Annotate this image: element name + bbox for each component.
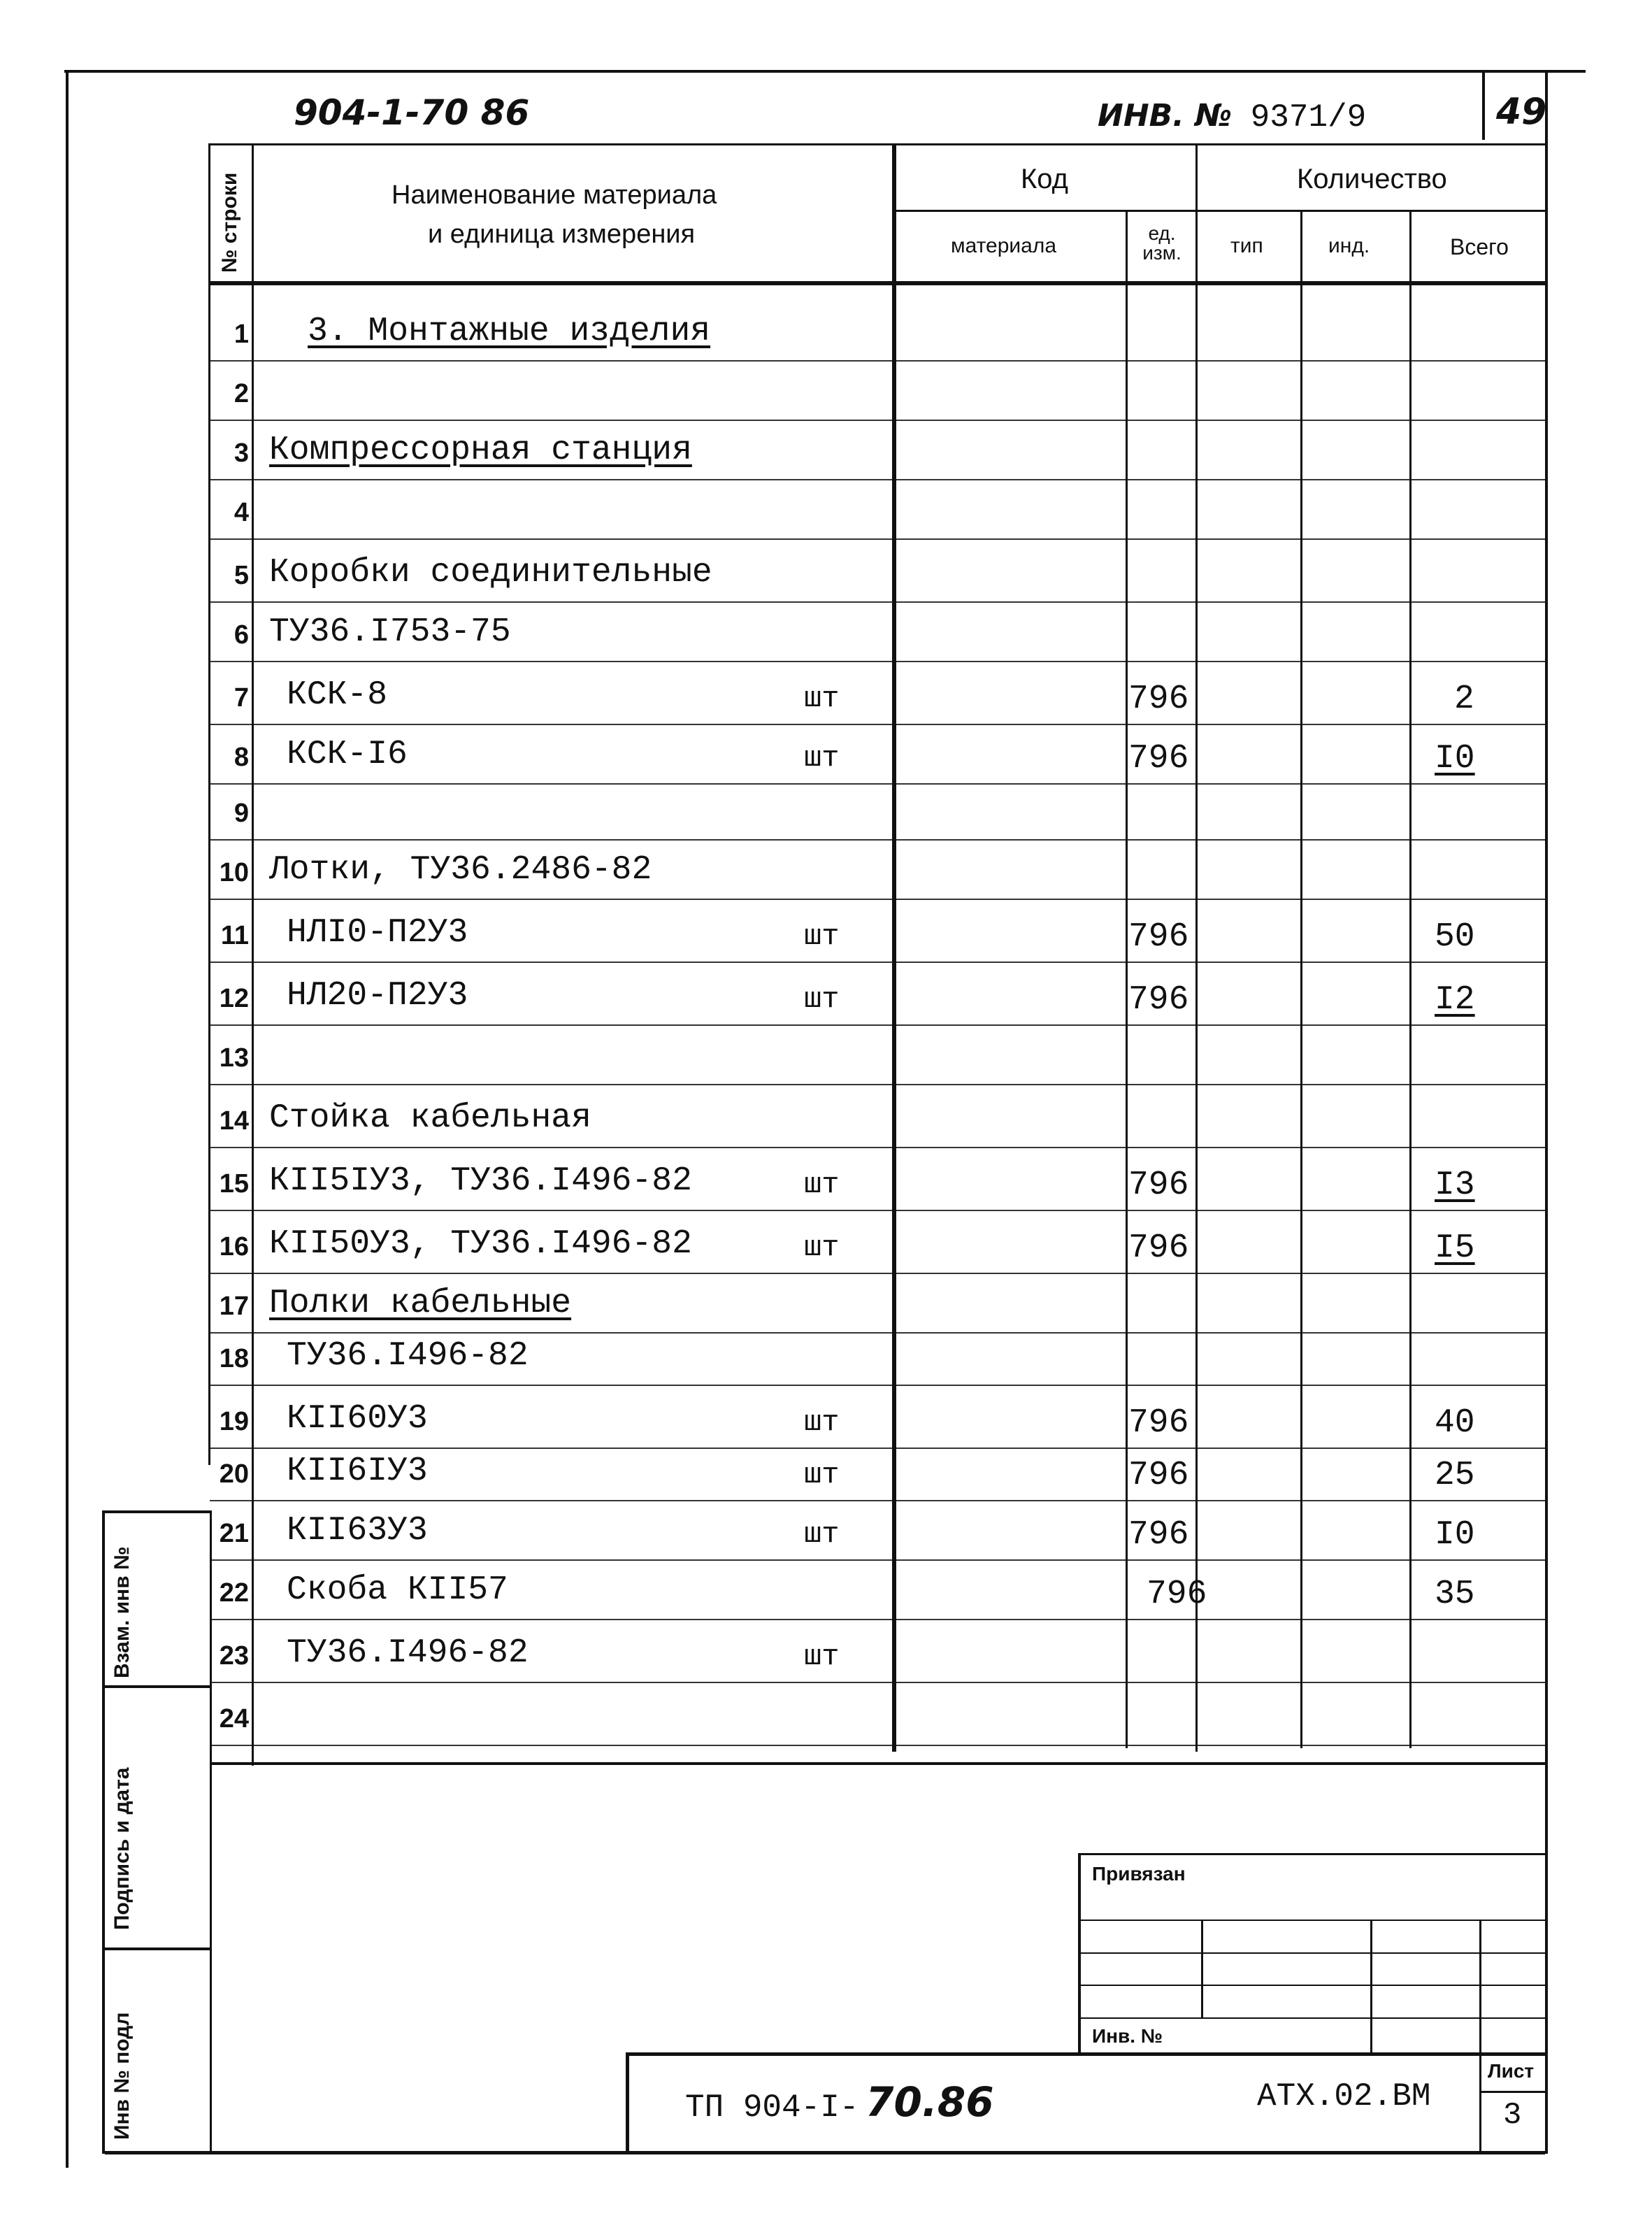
row-name: Компрессорная станция [269, 431, 692, 469]
row-name: КСК-8 [287, 676, 388, 714]
row-number: 19 [219, 1407, 249, 1436]
header-subrow-line [892, 210, 1545, 212]
frame-top-line [64, 70, 1586, 73]
row-separator [210, 538, 1545, 540]
row-separator [210, 1147, 1545, 1148]
row-separator [210, 724, 1545, 725]
title-block-inner-v1 [1201, 1920, 1203, 2017]
doc-code-handwritten: 904-1-70 86 [294, 92, 530, 133]
row-number: 23 [219, 1641, 249, 1671]
row-number: 4 [234, 498, 249, 527]
row-unit: шт [804, 1640, 840, 1673]
title-block-h2 [1081, 1952, 1545, 1954]
row-separator [210, 420, 1545, 421]
row-number: 17 [219, 1292, 249, 1321]
row-name: КII63У3 [287, 1512, 428, 1550]
table-header-bottom [208, 281, 1548, 285]
row-number: 11 [220, 921, 249, 950]
row-unit: шт [804, 1168, 840, 1201]
page-number: 49 [1496, 91, 1547, 133]
row-total: 50 [1435, 918, 1475, 956]
row-name: ТУ36.I496-82 [287, 1634, 529, 1672]
inventory-label-text: ИНВ. № [1098, 98, 1233, 134]
row-name: 3. Монтажные изделия [308, 313, 711, 350]
row-number: 12 [219, 984, 249, 1013]
code-qty-split [1195, 143, 1198, 1752]
header-qty-type: тип [1230, 234, 1263, 257]
sheet-box-mid [1479, 2091, 1548, 2093]
title-block-inner-v3 [1479, 1920, 1481, 2052]
main-stamp-left [626, 2052, 629, 2154]
table-body-bottom [210, 1762, 1548, 1765]
header-name-line1: Наименование материала [392, 180, 717, 210]
row-separator [210, 1385, 1545, 1386]
row-separator [210, 1500, 1545, 1501]
row-name: КII50У3, ТУ36.I496-82 [269, 1225, 692, 1263]
table-header-top [208, 143, 1545, 145]
row-separator [210, 1273, 1545, 1274]
row-separator [210, 962, 1545, 963]
row-separator [210, 1619, 1545, 1620]
title-block-h1 [1081, 1920, 1545, 1921]
title-inv-no: Инв. № [1092, 2025, 1163, 2047]
row-number: 6 [234, 620, 249, 650]
row-number: 5 [234, 561, 249, 590]
row-number: 13 [219, 1043, 249, 1073]
row-unit: шт [804, 741, 840, 775]
row-name: Коробки соединительные [269, 554, 712, 592]
row-separator [210, 1682, 1545, 1683]
side-stamp-podpis: Подпись и дата [110, 1767, 134, 1930]
row-unit: шт [804, 1231, 840, 1264]
row-unit-code: 796 [1128, 680, 1189, 718]
row-unit-code: 796 [1128, 1404, 1189, 1442]
row-separator [210, 1210, 1545, 1211]
row-separator [210, 479, 1545, 480]
page-number-box-left [1482, 70, 1485, 140]
sheet-label: Лист [1488, 2060, 1535, 2082]
row-total: 40 [1435, 1404, 1475, 1442]
row-number: 14 [219, 1106, 249, 1136]
row-separator [210, 1559, 1545, 1561]
row-separator [210, 661, 1545, 662]
row-separator [210, 1024, 1545, 1026]
row-separator [210, 1448, 1545, 1449]
title-block-top [1078, 1853, 1548, 1855]
row-unit: шт [804, 682, 840, 715]
row-total: I0 [1435, 740, 1475, 778]
row-name: Лотки, ТУ36.2486-82 [269, 851, 652, 889]
row-number: 3 [234, 438, 249, 468]
row-unit: шт [804, 920, 840, 953]
row-unit-code: 796 [1128, 740, 1189, 778]
row-number: 21 [219, 1519, 249, 1548]
row-number: 16 [219, 1232, 249, 1261]
frame-right-line [1545, 70, 1548, 2154]
row-separator [210, 1084, 1545, 1085]
title-privyazan: Привязан [1092, 1863, 1186, 1885]
row-name: Стойка кабельная [269, 1099, 591, 1137]
row-unit: шт [804, 1406, 840, 1439]
row-name: Полки кабельные [269, 1285, 572, 1322]
doc-number-handwritten: 70.86 [865, 2078, 994, 2126]
title-doc-designation [685, 2078, 994, 2126]
header-code-material: материала [951, 234, 1057, 257]
row-total: I2 [1435, 981, 1475, 1019]
row-unit: шт [804, 982, 840, 1016]
row-number: 18 [219, 1344, 249, 1373]
row-unit-code: 796 [1147, 1575, 1207, 1613]
row-separator [210, 1332, 1545, 1334]
side-stamp-right [102, 1510, 105, 2154]
row-number: 1 [234, 320, 249, 349]
rowno-col-right [252, 143, 254, 1766]
side-stamp-vzam: Взам. инв № [110, 1546, 134, 1678]
row-number: 10 [219, 858, 249, 887]
row-unit-code: 796 [1128, 981, 1189, 1019]
row-name: КСК-I6 [287, 736, 408, 773]
header-qty-ind: инд. [1328, 234, 1370, 257]
header-code: Код [1021, 164, 1069, 194]
row-name: ТУ36.I496-82 [287, 1337, 529, 1375]
row-separator [210, 601, 1545, 603]
sheet-number: 3 [1503, 2098, 1522, 2133]
side-stamp-left [105, 1510, 210, 1513]
row-total: 2 [1454, 680, 1474, 718]
row-unit: шт [804, 1517, 840, 1551]
doc-suffix: АТХ.02.ВМ [1257, 2078, 1431, 2115]
row-number: 2 [234, 379, 249, 408]
row-separator [210, 360, 1545, 362]
qty-col-split-1 [1300, 210, 1302, 1748]
row-separator [210, 839, 1545, 841]
side-stamp-inv-podl: Инв № подл [110, 2012, 134, 2140]
sheet-box-left [1479, 2052, 1481, 2154]
row-name: ТУ36.I753-75 [269, 613, 511, 651]
header-name-line2: и единица измерения [428, 220, 696, 249]
row-separator [210, 899, 1545, 900]
row-name: НЛI0-П2У3 [287, 914, 468, 952]
title-block-left [1078, 1853, 1081, 2056]
row-number: 9 [234, 799, 249, 828]
main-stamp-top [626, 2052, 1548, 2056]
row-unit-code: 796 [1128, 1516, 1189, 1554]
row-unit-code: 796 [1128, 1166, 1189, 1204]
row-unit-code: 796 [1128, 918, 1189, 956]
title-block-h4 [1081, 2017, 1545, 2019]
title-block-h3 [1081, 1985, 1545, 1986]
row-name: КII60У3 [287, 1400, 428, 1438]
inventory-number: 9371/9 [1250, 99, 1367, 136]
row-name: Скоба КII57 [287, 1571, 508, 1609]
row-total: I0 [1435, 1516, 1475, 1554]
row-unit-code: 796 [1128, 1457, 1189, 1494]
row-separator [210, 1745, 1545, 1746]
side-stamp-div2 [105, 1947, 210, 1950]
header-row-number: № строки [218, 172, 241, 273]
row-number: 15 [219, 1169, 249, 1199]
row-number: 22 [219, 1578, 249, 1608]
row-number: 20 [219, 1459, 249, 1489]
row-separator [210, 783, 1545, 785]
header-quantity: Количество [1297, 164, 1447, 194]
row-total: 25 [1435, 1457, 1475, 1494]
header-code-unit: ед. изм. [1142, 222, 1181, 264]
row-total: I5 [1435, 1229, 1475, 1267]
row-name: КII6IУ3 [287, 1452, 428, 1490]
row-number: 24 [219, 1704, 249, 1734]
qty-col-split-2 [1409, 210, 1412, 1748]
inventory-label [1098, 98, 1366, 136]
frame-left-line [66, 70, 69, 2168]
row-total: 35 [1435, 1575, 1475, 1613]
row-number: 7 [234, 683, 249, 713]
row-name: НЛ20-П2У3 [287, 977, 468, 1015]
header-qty-total: Всего [1450, 234, 1509, 259]
row-number: 8 [234, 743, 249, 772]
row-unit: шт [804, 1458, 840, 1492]
side-stamp-div1 [105, 1685, 210, 1688]
row-total: I3 [1435, 1166, 1475, 1204]
row-name: КII5IУ3, ТУ36.I496-82 [269, 1162, 692, 1200]
row-unit-code: 796 [1128, 1229, 1189, 1267]
frame-bottom-line [105, 2151, 1545, 2154]
title-block-inner-v2 [1370, 1920, 1372, 2052]
name-col-right [892, 143, 896, 1752]
doc-prefix: ТП 904-I- [685, 2089, 859, 2126]
code-col-split [1126, 210, 1128, 1748]
